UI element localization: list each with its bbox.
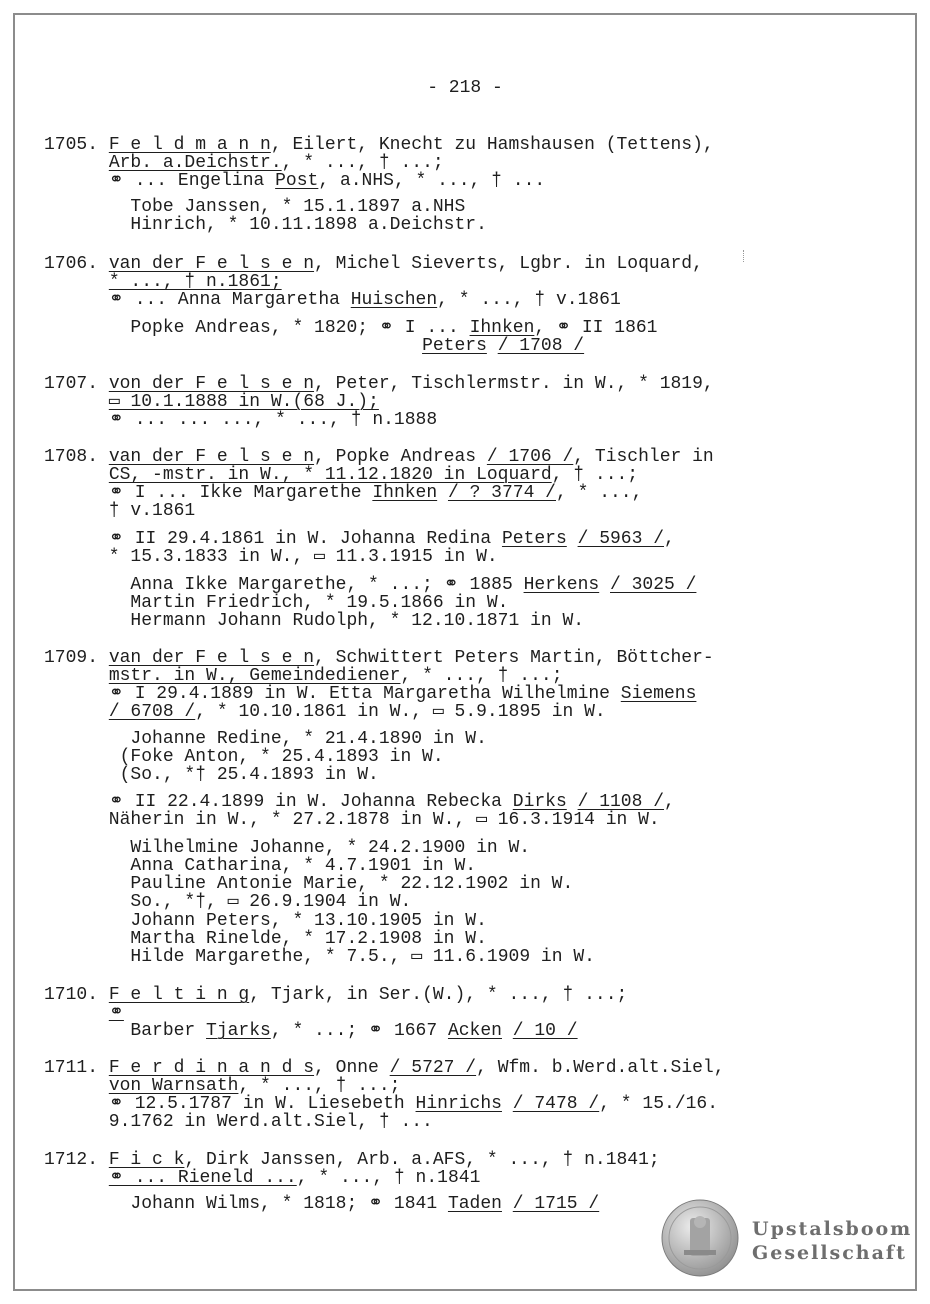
line-text: , Dirk Janssen, Arb. a.AFS, * ..., † n.1841; (184, 1150, 660, 1170)
underlined-text: Herkens (523, 575, 600, 595)
underlined-text: Arb. a.Deichstr. (108, 153, 282, 173)
line-text: , (664, 529, 675, 549)
entry-line (44, 729, 487, 749)
line-text (44, 392, 109, 412)
line-text: Näherin in W., * 27.2.1878 in W., ▭ 16.3.1914 in W. (44, 810, 660, 830)
line-text: , * ..., † ...; (238, 1076, 401, 1096)
entry-line (44, 1112, 433, 1132)
line-text: Anna Catharina, * 4.7.1901 in W. (44, 856, 477, 876)
entry-line (44, 197, 465, 217)
underlined-text: Peters (501, 529, 567, 549)
underlined-text: / 1715 / (512, 1194, 600, 1214)
underlined-text: Siemens (620, 684, 697, 704)
entry-line (44, 410, 437, 430)
line-text: , ⚭ II 1861 (534, 318, 658, 338)
line-text: Hinrich, * 10.11.1898 a.Deichstr. (44, 215, 487, 235)
line-text: Hilde Margarethe, * 7.5., ▭ 11.6.1909 in W. (44, 947, 595, 967)
line-text: , Michel Sieverts, Lgbr. in Loquard, (314, 254, 703, 274)
entry-line (44, 702, 606, 722)
line-text: 9.1762 in Werd.alt.Siel, † ... (44, 1112, 433, 1132)
entry-line (44, 1003, 124, 1023)
underlined-text: / 1706 / (486, 447, 574, 467)
underlined-text: Acken (447, 1021, 502, 1041)
line-text: * 15.3.1833 in W., ▭ 11.3.1915 in W. (44, 547, 498, 567)
underlined-text: F i c k (108, 1150, 185, 1170)
underlined-text: Ihnken (372, 483, 438, 503)
line-text: , * 10.10.1861 in W., ▭ 5.9.1895 in W. (195, 702, 606, 722)
underlined-text: / ? 3774 / (447, 483, 556, 503)
line-text: , Peter, Tischlermstr. in W., * 1819, (314, 374, 714, 394)
entry-line (44, 336, 584, 356)
line-text (44, 465, 109, 485)
line-text: 1708. (44, 447, 109, 467)
line-text: ⚭ ... ... ..., * ..., † n.1888 (44, 410, 438, 430)
entry-line (44, 929, 487, 949)
entry-line (44, 947, 595, 967)
line-text: , * 15./16. (599, 1094, 719, 1114)
entry-line (44, 465, 638, 485)
underlined-text: ⚭ ... Rieneld ... (108, 1168, 297, 1188)
entry-line (44, 1076, 400, 1096)
line-text (502, 1194, 513, 1214)
entry-line (44, 874, 573, 894)
underlined-text: CS, -mstr. in W., * 11.12.1820 in Loquard (108, 465, 552, 485)
line-text: ⚭ I ... Ikke Margarethe (44, 483, 373, 503)
line-text: , Onne (314, 1058, 390, 1078)
line-text: Tobe Janssen, * 15.1.1897 a.NHS (44, 197, 466, 217)
line-text: , * ..., (556, 483, 643, 503)
entry-line (44, 254, 703, 274)
line-text: 1711. (44, 1058, 109, 1078)
underlined-text: Tjarks (206, 1021, 271, 1041)
entry-line (44, 575, 696, 595)
line-text: , * ...; ⚭ 1667 (270, 1021, 448, 1041)
underlined-text: von Warnsath (108, 1076, 239, 1096)
entry-line (44, 290, 621, 310)
line-text: ⚭ ... Anna Margaretha (44, 290, 351, 310)
line-text (502, 1094, 513, 1114)
underlined-text: Peters (422, 336, 487, 356)
underlined-text: * ..., † n.1861; (108, 272, 282, 292)
line-text: , Eilert, Knecht zu Hamshausen (Tettens), (270, 135, 714, 155)
entry-line (44, 856, 476, 876)
line-text: 1707. (44, 374, 109, 394)
underlined-text: / 5727 / (389, 1058, 477, 1078)
entry-line (44, 648, 714, 668)
line-text: ⚭ 12.5.1787 in W. Liesebeth (44, 1094, 416, 1114)
underlined-text: / 1708 / (497, 336, 585, 356)
line-text: , † ...; (551, 465, 639, 485)
line-text: Johanne Redine, * 21.4.1890 in W. (44, 729, 487, 749)
entry-line (44, 838, 530, 858)
entry-line (44, 611, 584, 631)
line-text: ⚭ II 22.4.1899 in W. Johanna Rebecka (44, 792, 513, 812)
underlined-text: Hinrichs (415, 1094, 502, 1114)
entry-line (44, 447, 714, 467)
entry-line (44, 272, 282, 292)
entry-line (44, 318, 657, 338)
underlined-text: Ihnken (469, 318, 535, 338)
line-text: Wilhelmine Johanne, * 24.2.1900 in W. (44, 838, 531, 858)
line-text (44, 336, 422, 356)
underlined-text: / 1108 / (577, 792, 665, 812)
entry-line (44, 911, 487, 931)
underlined-text: / 6708 / (108, 702, 196, 722)
entry-line (44, 892, 411, 912)
line-text (44, 1003, 109, 1023)
margin-mark (743, 250, 747, 262)
line-text (44, 1168, 109, 1188)
underlined-text: van der F e l s e n (108, 447, 315, 467)
line-text: Popke Andreas, * 1820; ⚭ I ... (44, 318, 470, 338)
underlined-text: / 3025 / (610, 575, 697, 595)
line-text: ⚭ II 29.4.1861 in W. Johanna Redina (44, 529, 502, 549)
line-text: , Tischler in (573, 447, 714, 467)
watermark-line-2: Gesellschaft (752, 1242, 907, 1264)
underlined-text: Taden (447, 1194, 502, 1214)
line-text: 1710. (44, 985, 109, 1005)
line-text: Anna Ikke Margarethe, * ...; ⚭ 1885 (44, 575, 524, 595)
underlined-text: Post (275, 171, 319, 191)
entry-line (44, 392, 379, 412)
line-text: So., *†, ▭ 26.9.1904 in W. (44, 892, 412, 912)
entry-line (44, 1150, 660, 1170)
line-text: , Wfm. b.Werd.alt.Siel, (476, 1058, 725, 1078)
line-text: Hermann Johann Rudolph, * 12.10.1871 in W. (44, 611, 585, 631)
underlined-text: Huischen (350, 290, 438, 310)
entry-line (44, 985, 627, 1005)
entry-line (44, 792, 675, 812)
line-text (487, 336, 498, 356)
underlined-text: / 7478 / (512, 1094, 600, 1114)
line-text (567, 529, 578, 549)
entry-line (44, 666, 563, 686)
line-text (44, 702, 109, 722)
page-number: - 218 - (427, 78, 503, 98)
line-text: ⚭ ... Engelina (44, 171, 276, 191)
entry-line (44, 135, 714, 155)
line-text: (Foke Anton, * 25.4.1893 in W. (44, 747, 444, 767)
line-text (44, 153, 109, 173)
line-text (437, 483, 448, 503)
underlined-text: van der F e l s e n (108, 648, 315, 668)
line-text: , Schwittert Peters Martin, Böttcher- (314, 648, 714, 668)
entry-line (44, 810, 660, 830)
line-text: , * ..., † v.1861 (437, 290, 621, 310)
underlined-text: ⚭ (108, 1003, 124, 1023)
entry-line (44, 547, 498, 567)
line-text: 1706. (44, 254, 109, 274)
underlined-text: / 5963 / (577, 529, 665, 549)
underlined-text: mstr. in W., Gemeindediener (108, 666, 401, 686)
line-text: 1705. (44, 135, 109, 155)
line-text (502, 1021, 513, 1041)
line-text: Johann Wilms, * 1818; ⚭ 1841 (44, 1194, 448, 1214)
line-text: , Tjark, in Ser.(W.), * ..., † ...; (249, 985, 628, 1005)
line-text: 1712. (44, 1150, 109, 1170)
entry-line (44, 483, 642, 503)
underlined-text: Dirks (512, 792, 567, 812)
entry-line (44, 747, 444, 767)
watermark-line-1: Upstalsboom (752, 1218, 913, 1240)
entry-line (44, 765, 379, 785)
line-text: , a.NHS, * ..., † ... (318, 171, 546, 191)
line-text: , Popke Andreas (314, 447, 487, 467)
line-text: Johann Peters, * 13.10.1905 in W. (44, 911, 487, 931)
underlined-text: F e r d i n a n d s (108, 1058, 315, 1078)
entry-line (44, 529, 675, 549)
underlined-text: F e l t i n g (108, 985, 250, 1005)
entry-line (44, 374, 714, 394)
society-seal-icon (660, 1198, 740, 1278)
line-text: (So., *† 25.4.1893 in W. (44, 765, 379, 785)
entry-line (44, 171, 545, 191)
line-text: Barber (44, 1021, 207, 1041)
line-text: Martin Friedrich, * 19.5.1866 in W. (44, 593, 509, 613)
entry-line (44, 1021, 578, 1041)
line-text: 1709. (44, 648, 109, 668)
line-text: , * ..., † ...; (400, 666, 563, 686)
entry-line (44, 1058, 725, 1078)
line-text: Pauline Antonie Marie, * 22.12.1902 in W. (44, 874, 574, 894)
entry-line (44, 501, 195, 521)
underlined-text: ▭ 10.1.1888 in W.(68 J.); (108, 392, 379, 412)
underlined-text: F e l d m a n n (108, 135, 271, 155)
entry-line (44, 593, 508, 613)
entry-line (44, 153, 444, 173)
line-text: , (664, 792, 675, 812)
line-text (567, 792, 578, 812)
line-text: Martha Rinelde, * 17.2.1908 in W. (44, 929, 487, 949)
entry-line (44, 215, 487, 235)
underlined-text: / 10 / (512, 1021, 578, 1041)
entry-line (44, 684, 696, 704)
line-text: † v.1861 (44, 501, 196, 521)
underlined-text: van der F e l s e n (108, 254, 315, 274)
entry-line (44, 1094, 718, 1114)
line-text: , * ..., † n.1841 (296, 1168, 481, 1188)
line-text: ⚭ I 29.4.1889 in W. Etta Margaretha Wilhelmine (44, 684, 621, 704)
line-text (44, 666, 109, 686)
line-text (44, 272, 109, 292)
underlined-text: von der F e l s e n (108, 374, 315, 394)
entry-line (44, 1194, 599, 1214)
line-text: , * ..., † ...; (281, 153, 444, 173)
line-text (44, 1076, 109, 1096)
line-text (599, 575, 610, 595)
entry-line (44, 1168, 480, 1188)
